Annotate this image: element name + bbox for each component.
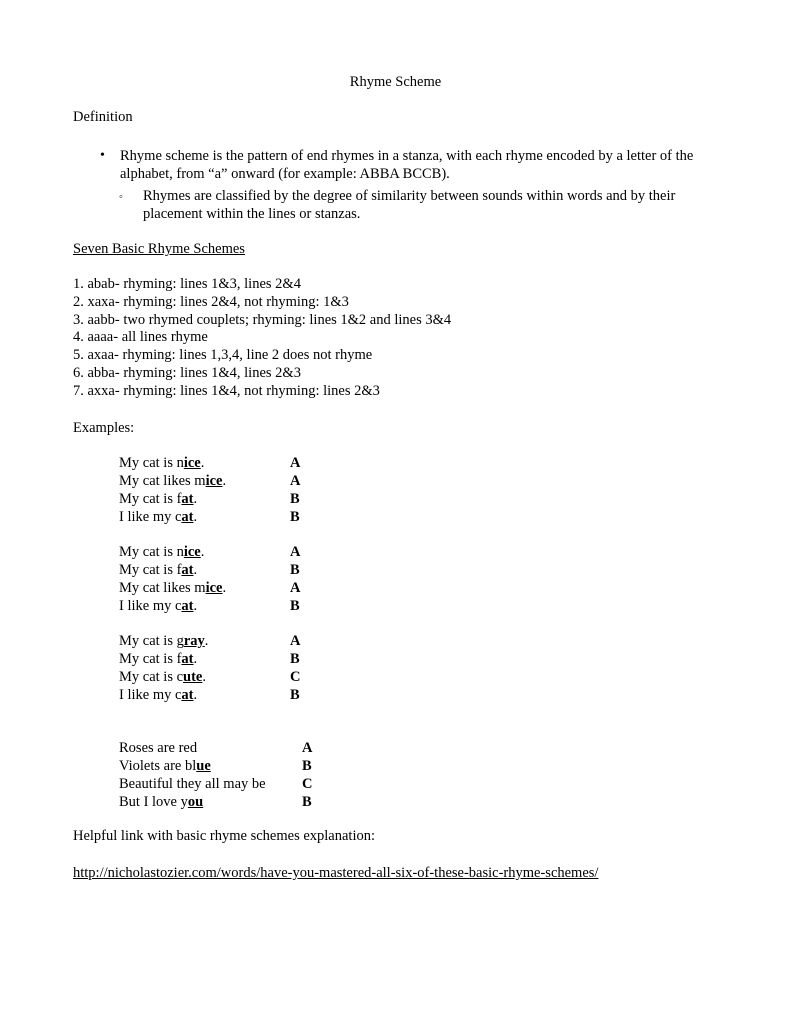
- example-line: [119, 668, 206, 686]
- scheme-item: 7. axxa- rhyming: lines 1&4, not rhyming: lines 2&3: [73, 382, 380, 399]
- example-line: [119, 490, 197, 508]
- bullet-dot-icon: •: [100, 148, 105, 163]
- example-line: [119, 757, 211, 775]
- rhyme-letter: A: [290, 473, 301, 489]
- example-line: [119, 632, 208, 650]
- helpful-link-label: Helpful link with basic rhyme schemes explanation:: [73, 828, 376, 844]
- rhyme-ending: ice: [183, 544, 201, 560]
- rhyme-letter: B: [290, 509, 300, 525]
- example-line-text: My cat is g: [119, 633, 184, 649]
- example-line-punctuation: .: [193, 651, 198, 667]
- example-line-text: My cat is n: [119, 544, 184, 560]
- rhyme-letter: B: [290, 491, 300, 507]
- example-line: [119, 454, 204, 472]
- rhyme-letter: A: [290, 580, 301, 596]
- rhyme-letter: A: [290, 544, 301, 560]
- example-line-punctuation: .: [200, 544, 205, 560]
- scheme-item: 1. abab- rhyming: lines 1&3, lines 2&4: [73, 276, 301, 292]
- example-line: [119, 472, 226, 490]
- example-line-text: My cat is f: [119, 491, 182, 507]
- rhyme-ending: ou: [187, 794, 204, 810]
- rhyme-ending: at: [181, 687, 194, 703]
- example-line: [119, 508, 197, 526]
- example-line-text: My cat is f: [119, 651, 182, 667]
- rhyme-ending: ice: [205, 580, 223, 596]
- rhyme-letter: B: [290, 562, 300, 578]
- page-title: Rhyme Scheme: [349, 74, 442, 90]
- example-line-punctuation: .: [193, 562, 198, 578]
- schemes-heading: Seven Basic Rhyme Schemes: [73, 241, 245, 257]
- example-line-text: But I love y: [119, 794, 188, 810]
- example-line-text: Violets are bl: [119, 758, 197, 774]
- scheme-item: 5. axaa- rhyming: lines 1,3,4, line 2 does not rhyme: [73, 347, 373, 364]
- example-line-text: Roses are red: [119, 740, 198, 756]
- rhyme-letter: B: [290, 687, 300, 703]
- example-line: [119, 579, 226, 597]
- example-line: [119, 775, 266, 793]
- example-line: [119, 561, 197, 579]
- rhyme-ending: ice: [183, 455, 201, 471]
- scheme-item: 3. aabb- two rhymed couplets; rhyming: lines 1&2 and lines 3&4: [73, 311, 452, 328]
- example-line-punctuation: .: [204, 633, 209, 649]
- example-line: [119, 650, 197, 668]
- example-line-text: Beautiful they all may be: [119, 776, 266, 792]
- examples-heading: Examples:: [73, 420, 135, 436]
- example-line-punctuation: .: [222, 580, 227, 596]
- example-line-text: My cat is c: [119, 669, 184, 685]
- example-line-text: I like my c: [119, 509, 182, 525]
- example-line-text: My cat likes m: [119, 473, 206, 489]
- rhyme-ending: ice: [205, 473, 223, 489]
- rhyme-ending: ue: [196, 758, 211, 774]
- definition-heading: Definition: [73, 109, 133, 125]
- rhyme-letter: B: [290, 598, 300, 614]
- rhyme-ending: at: [181, 491, 194, 507]
- example-line: [119, 597, 197, 615]
- rhyme-ending: at: [181, 509, 194, 525]
- definition-bullet-text: Rhyme scheme is the pattern of end rhymes in a stanza, with each rhyme encoded by a letter of the alphabet, from “a” onward (for example: ABBA BCCB).: [120, 148, 694, 182]
- scheme-item: 2. xaxa- rhyming: lines 2&4, not rhyming: 1&3: [73, 293, 349, 310]
- example-line: [119, 793, 203, 811]
- example-line-text: I like my c: [119, 598, 182, 614]
- rhyme-ending: ray: [183, 633, 205, 649]
- example-line-punctuation: .: [193, 598, 198, 614]
- circle-bullet-icon: ◦: [119, 191, 123, 203]
- example-line-text: My cat likes m: [119, 580, 206, 596]
- rhyme-letter: A: [302, 740, 313, 756]
- helpful-link[interactable]: http://nicholastozier.com/words/have-you-mastered-all-six-of-these-basic-rhyme-schemes/: [73, 865, 599, 881]
- example-line-punctuation: .: [193, 491, 198, 507]
- example-line: [119, 543, 204, 561]
- example-line-text: My cat is n: [119, 455, 184, 471]
- rhyme-letter: B: [290, 651, 300, 667]
- rhyme-ending: at: [181, 598, 194, 614]
- example-line-punctuation: .: [222, 473, 227, 489]
- rhyme-ending: at: [181, 562, 194, 578]
- example-line-text: My cat is f: [119, 562, 182, 578]
- example-line-punctuation: .: [200, 455, 205, 471]
- rhyme-letter: A: [290, 455, 301, 471]
- scheme-item: 6. abba- rhyming: lines 1&4, lines 2&3: [73, 365, 301, 381]
- example-line-text: I like my c: [119, 687, 182, 703]
- example-line: [119, 739, 197, 757]
- example-line: [119, 686, 197, 704]
- example-line-punctuation: .: [193, 509, 198, 525]
- rhyme-letter: A: [290, 633, 301, 649]
- rhyme-letter: B: [302, 758, 312, 774]
- example-line-punctuation: .: [202, 669, 206, 685]
- rhyme-letter: C: [290, 669, 301, 685]
- rhyme-ending: ute: [183, 669, 203, 685]
- definition-sub-bullet-text: Rhymes are classified by the degree of similarity between sounds within words and by their placement within the lines or stanzas.: [143, 188, 676, 222]
- scheme-item: 4. aaaa- all lines rhyme: [73, 329, 208, 346]
- rhyme-ending: at: [181, 651, 194, 667]
- rhyme-letter: C: [302, 776, 313, 792]
- rhyme-letter: B: [302, 794, 312, 810]
- example-line-punctuation: .: [193, 687, 198, 703]
